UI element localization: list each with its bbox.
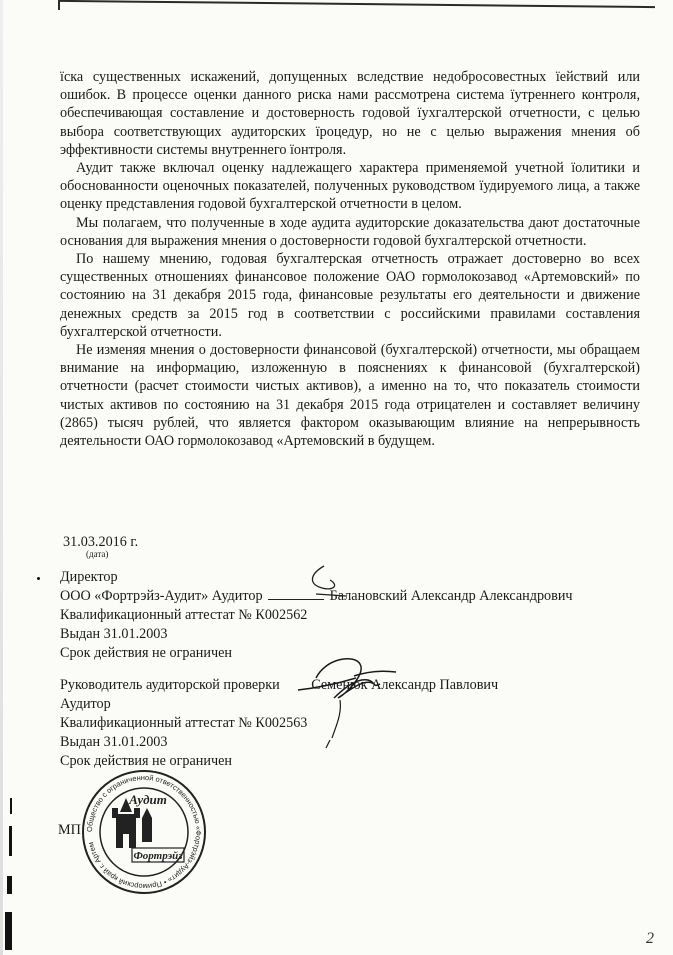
paragraph-evidence: Мы полагаем, что полученные в ходе аудита аудиторские доказательства дают достаточные основания для выражения мнения о достоверности годовой бухгалтерской отчетности. <box>60 214 640 249</box>
scan-margin-mark <box>9 826 12 856</box>
signature-balanovsky <box>300 560 370 640</box>
signer1-issued: Выдан 31.01.2003 <box>60 626 168 642</box>
signer1-certificate: Квалификационный аттестат № К002562 <box>60 607 308 623</box>
stamp-top-word: Аудит <box>129 792 167 807</box>
signature-semenyuk <box>296 648 406 758</box>
company-stamp <box>80 768 208 896</box>
signer1-company: ООО «Фортрэйз-Аудит» Аудитор <box>60 588 263 604</box>
stamp-bottom-word: Фортрэйз <box>133 850 183 862</box>
paragraph-risk: їска существенных искажений, допущенных вследствие недобросовестных їействий или ошибок. В процессе оценки данного риска нами рассмотрена система їутреннего контроля, обеспечивающая составление и достоверность годовой їухгалтерской отчетности, с целью выбора соответствующих аудиторских їроцедур, но не с целью выражения мнения об эффективности системы внутреннего їонтроля. <box>60 69 640 158</box>
stamp-ring-text: Общество с ограниченной ответственностью «Фортрэйз-Аудит» • Приморский край г. Артем <box>84 772 204 892</box>
report-date-label: (дата) <box>86 549 109 559</box>
scan-top-line <box>60 0 655 8</box>
paragraph-opinion: По нашему мнению, годовая бухгалтерская отчетность отражает достоверно во всех существенных отношениях финансовое положение ОАО гормолокозавод «Артемовский» по состоянию на 31 декабря 2015 года, финансовые результаты его деятельности и движение денежных средств за 2015 год в соответствии с российскими правилами составления бухгалтерской отчетности. <box>60 251 640 340</box>
signer2-validity: Срок действия не ограничен <box>60 753 233 769</box>
signer1-position: Директор <box>60 569 118 585</box>
scan-top-mark <box>58 0 74 10</box>
scan-dot <box>37 577 40 580</box>
scan-margin-mark <box>7 876 12 894</box>
page-number: 2 <box>646 930 654 947</box>
seal-label: МП <box>58 822 81 838</box>
scan-margin-mark <box>5 912 12 950</box>
signer2-block <box>60 676 498 771</box>
signer2-position: Руководитель аудиторской проверки <box>60 677 280 693</box>
audit-opinion-text <box>60 68 640 450</box>
signer2-certificate: Квалификационный аттестат № К002563 <box>60 715 308 731</box>
signer1-name: Балановский Александр Александрович <box>329 588 573 604</box>
signer2-issued: Выдан 31.01.2003 <box>60 734 168 750</box>
signer1-validity: Срок действия не ограничен <box>60 645 233 661</box>
scan-edge <box>0 0 3 955</box>
paragraph-emphasis: Не изменяя мнения о достоверности финансовой (бухгалтерской) отчетности, мы обращаем внимание на информацию, изложенную в пояснениях к финансовой (бухгалтерской) отчетности (расчет стоимости чистых активов), а именно на то, что показатель стоимости чистых активов по состоянию на 31 декабря 2015 года отрицателен и составляет величину (2865) тысяч рублей, что является фактором оказывающим влияние на непрерывность деятельности ОАО гормолокозавод «Артемовский в будущем. <box>60 342 640 450</box>
signer2-line <box>60 676 498 695</box>
signer2-name: Семенюк Александр Павлович <box>311 677 499 693</box>
paragraph-policy: Аудит также включал оценку надлежащего характера применяемой учетной їолитики и обоснованности оценочных показателей, полученных руководством їудируемого лица, а также оценку представления годовой бухгалтерской отчетности в целом. <box>60 160 640 213</box>
signer2-role: Аудитор <box>60 696 111 712</box>
report-date: 31.03.2016 г. <box>63 534 139 550</box>
scan-margin-mark <box>10 798 12 814</box>
